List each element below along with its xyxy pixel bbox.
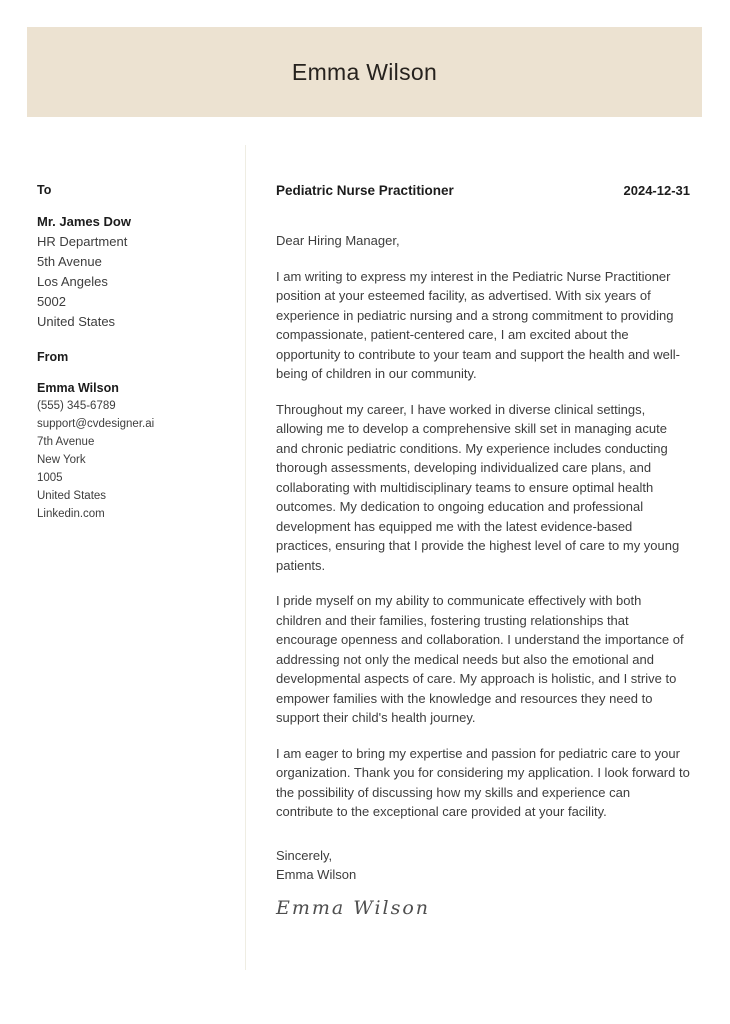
closing-word: Sincerely, [276, 847, 333, 863]
closing-block [276, 846, 690, 885]
content-row [37, 145, 690, 970]
sender-street: 7th Avenue [37, 436, 95, 448]
sender-linkedin: Linkedin.com [37, 508, 105, 520]
recipient-country: United States [37, 314, 116, 329]
recipient-department: HR Department [37, 234, 128, 249]
sender-country: United States [37, 490, 107, 502]
recipient-name: Mr. James Dow [37, 214, 131, 229]
contact-sidebar [37, 145, 245, 970]
sender-email: support@cvdesigner.ai [37, 418, 155, 430]
letter-paragraph-4: I am eager to bring my expertise and passion for pediatric care to your organization. Thank you for considering my application. I look forward to the possibility of discussing how my skills and experience can contribute to the exceptional care provided at your facility. [276, 745, 690, 819]
to-label: To [37, 183, 52, 197]
letter-body [246, 145, 690, 970]
to-section [37, 183, 245, 332]
sender-phone: (555) 345-6789 [37, 400, 116, 412]
recipient-city: Los Angeles [37, 274, 108, 289]
sender-name: Emma Wilson [37, 381, 119, 395]
closing-name: Emma Wilson [276, 867, 357, 882]
sender-city: New York [37, 454, 86, 466]
letter-paragraph-1: I am writing to express my interest in the Pediatric Nurse Practitioner position at your esteemed facility, as advertised. With six years of experience in pediatric nursing and a strong commitment to providing compassionate, patient-centered care, I am excited about the opportunity to contribute to your team and support the health and well-being of children in our community. [276, 268, 680, 381]
letter-title-row [276, 183, 690, 198]
applicant-name-title: Emma Wilson [291, 58, 438, 85]
letter-paragraph-2: Throughout my career, I have worked in diverse clinical settings, allowing me to develop a comprehensive skill set in managing acute and chronic pediatric conditions. My experience includes conducting thorough assessments, developing individualized care plans, and collaborating with multidisciplinary teams to ensure optimal health outcomes. My dedication to ongoing education and professional development has equipped me with the latest evidence-based practices, ensuring that I provide the highest level of care to my young patients. [276, 401, 680, 573]
recipient-postal-code: 5002 [37, 294, 66, 309]
header-band [27, 27, 702, 117]
from-label: From [37, 350, 69, 364]
salutation: Dear Hiring Manager, [276, 233, 400, 248]
recipient-street: 5th Avenue [37, 254, 102, 269]
letter-paragraph-3: I pride myself on my ability to communicate effectively with both children and their families, fostering trusting relationships that encourage openness and collaboration. I understand the importance of addressing not only the medical needs but also the emotional and developmental aspects of care. My approach is holistic, and I strive to empower families with the knowledge and resources they need to support their child's health journey. [276, 593, 684, 725]
letter-date: 2024-12-31 [623, 183, 690, 198]
sender-postal-code: 1005 [37, 472, 63, 484]
job-title: Pediatric Nurse Practitioner [276, 183, 454, 198]
from-section [37, 350, 245, 523]
handwritten-signature: Emma Wilson [276, 896, 431, 919]
